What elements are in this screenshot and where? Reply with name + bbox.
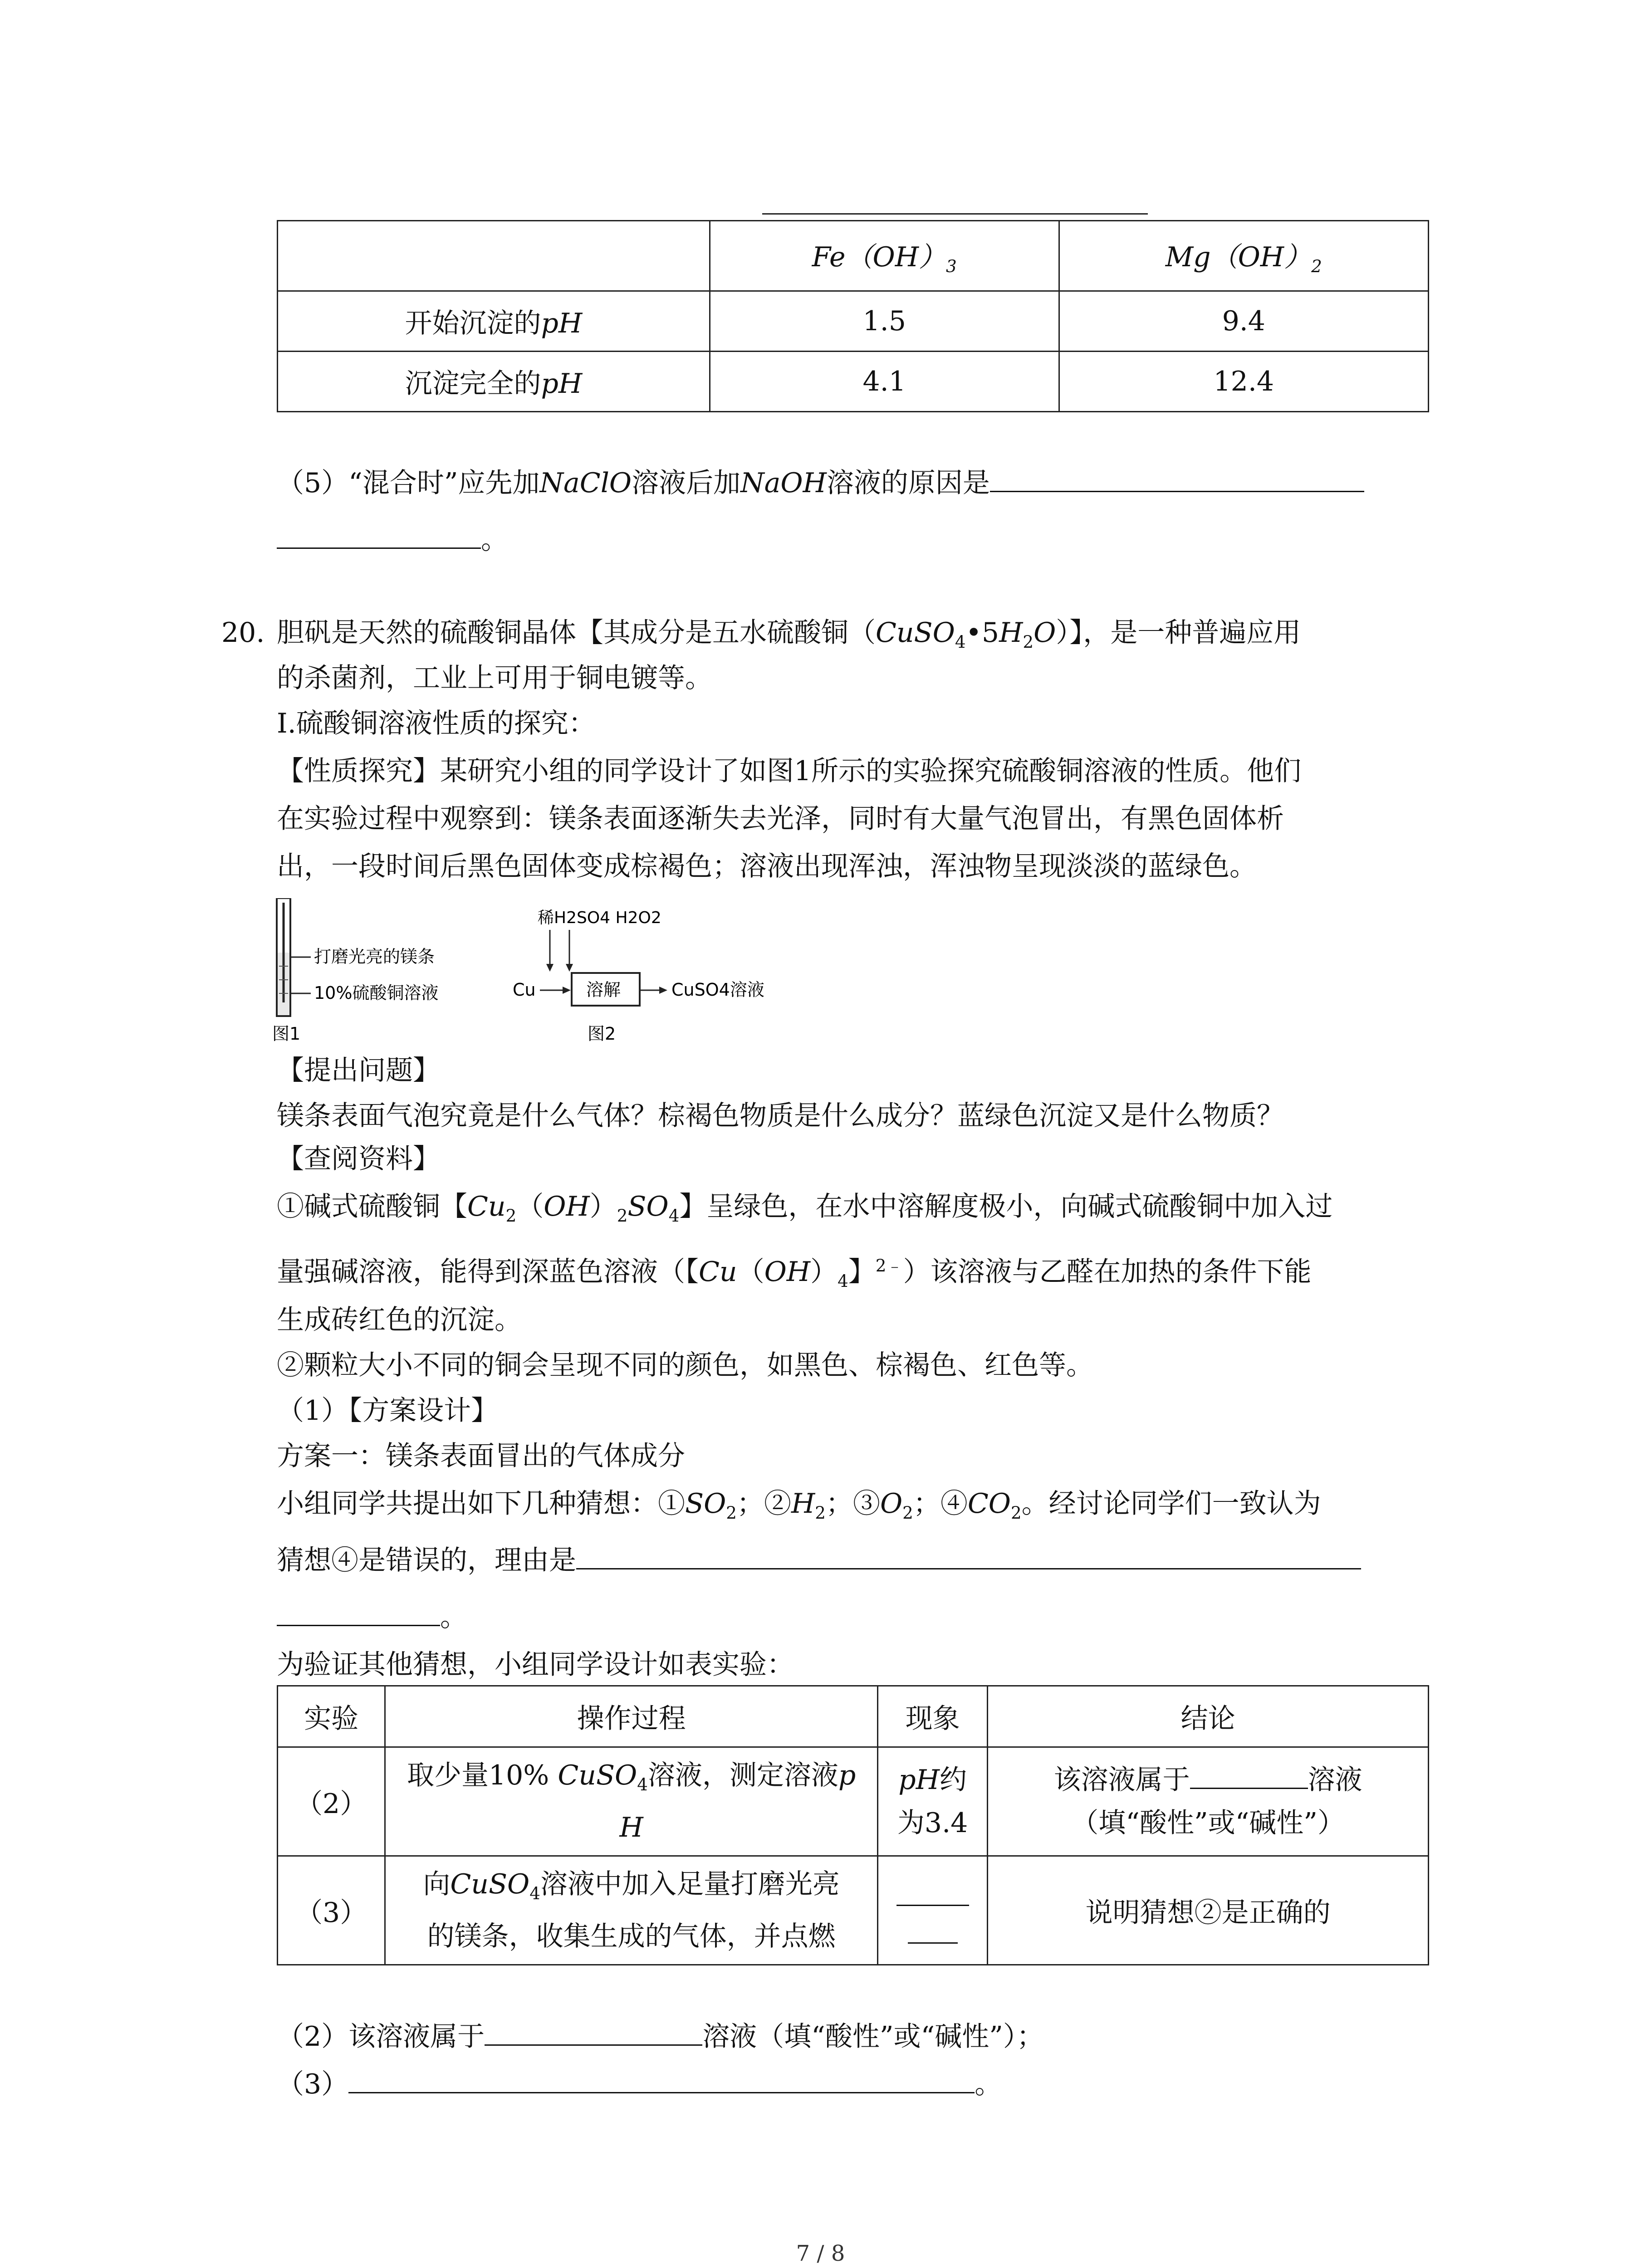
fig2-output: CuSO4溶液 (671, 980, 764, 1000)
table2-exp: （3） (278, 1856, 385, 1965)
verify-line: 为验证其他猜想，小组同学设计如表实验： (277, 1649, 794, 1681)
fig2-input: Cu (513, 980, 536, 1000)
table2-header: 现象 (877, 1686, 987, 1747)
precipitation-ph-table (277, 220, 1429, 412)
table2-op: 向CuSO$_4$溶液中加入足量打磨光亮 的镁条，收集生成的气体，并点燃 (385, 1856, 878, 1965)
table1-cell: 9.4 (1059, 291, 1428, 352)
q5-answer-blank-cont[interactable] (277, 520, 481, 549)
a2-answer-blank[interactable] (485, 2017, 702, 2046)
q20-intro-line2: 的杀菌剂，工业上可用于铜电镀等。 (277, 662, 712, 694)
ref2-line: ②颗粒大小不同的铜会呈现不同的颜色，如黑色、棕褐色、红色等。 (277, 1349, 1093, 1381)
a3-prefix: （3） (277, 2068, 349, 2100)
q20-number: 20. (221, 617, 265, 649)
q20-explore2: 在实验过程中观察到：镁条表面逐渐失去光泽，同时有大量气泡冒出，有黑色固体析 (277, 803, 1284, 835)
experiment-figures (272, 898, 817, 1048)
guess4-line (277, 1538, 1361, 1583)
fig1-label-cuso4: 10%硫酸铜溶液 (314, 983, 439, 1003)
question-text: 镁条表面气泡究竟是什么气体？棕褐色物质是什么成分？蓝绿色沉淀又是什么物质？ (277, 1100, 1284, 1132)
ref1-line2: 量强碱溶液，能得到深蓝色溶液（【$Cu(OH)_4$】$^{2﹣}$）该溶液与乙醛在加热的条件下能 (277, 1256, 1312, 1291)
fig2-caption: 图2 (588, 1024, 616, 1044)
table2-exp: （2） (278, 1747, 385, 1856)
table2-concl: 说明猜想②是正确的 (988, 1856, 1429, 1965)
guess4-answer-blank[interactable] (576, 1541, 1361, 1569)
table2-phen: pH约 为3.4 (877, 1747, 987, 1856)
fig2-reagents: 稀H2SO4 H2O2 (538, 909, 661, 927)
guess-end: 。 (440, 1601, 467, 1633)
q20-part1: Ⅰ.硫酸铜溶液性质的探究： (277, 708, 596, 739)
header-rule (762, 213, 1148, 215)
fig1-caption: 图1 (272, 1024, 301, 1044)
table2-phen-blank[interactable] (877, 1856, 987, 1965)
page-number: 7 / 8 (796, 2241, 845, 2266)
q20-explore1: 【性质探究】某研究小组的同学设计了如图1所示的实验探究硫酸铜溶液的性质。他们 (277, 755, 1302, 787)
table1-row-label: 沉淀完全的pH (278, 352, 710, 412)
design-title: （1）【方案设计】 (277, 1395, 499, 1427)
a3-suffix: 。 (975, 2068, 1002, 2100)
q20-intro-line1: 胆矾是天然的硫酸铜晶体【其成分是五水硫酸铜$(CuSO_4•5H_2O)$】，是一种普遍应用 (277, 617, 1301, 652)
ref-title: 【查阅资料】 (277, 1143, 440, 1175)
guess4-answer-blank-cont[interactable] (277, 1598, 440, 1626)
guess-line: 小组同学共提出如下几种猜想：$①SO_2$；$②H_2$；$③O_2$；$④CO_2$。经讨论同学们一致认为 (277, 1488, 1321, 1523)
q20-explore3: 出，一段时间后黑色固体变成棕褐色；溶液出现浑浊，浑浊物呈现淡淡的蓝绿色。 (277, 850, 1257, 882)
q5-line: （5）“混合时”应先加NaClO溶液后加NaOH溶液的原因是 (277, 460, 1364, 506)
table1-cell: 1.5 (710, 291, 1059, 352)
a3-answer-blank[interactable] (348, 2065, 975, 2093)
a2-prefix: （2）该溶液属于 (277, 2021, 485, 2053)
table2-header: 操作过程 (385, 1686, 878, 1747)
fig1-label-mg: 打磨光亮的镁条 (314, 947, 435, 967)
q5-answer-blank[interactable] (990, 464, 1364, 492)
table1-row-label: 开始沉淀的pH (278, 291, 710, 352)
fig1-test-tube (277, 898, 311, 1016)
a2-line (277, 2014, 1044, 2059)
a2-suffix: 溶液（填“酸性”或“碱性”）； (702, 2021, 1044, 2053)
table1-header-fe: $Fe(OH)_3$ (710, 221, 1059, 291)
table2-concl-blank[interactable] (1190, 1760, 1308, 1789)
table2-header: 实验 (278, 1686, 385, 1747)
table1-header-empty (278, 221, 710, 291)
table1-cell: 12.4 (1059, 352, 1428, 412)
experiment-table (277, 1685, 1429, 1965)
a3-line (277, 2062, 1002, 2107)
table2-op: 取少量10% CuSO$_4$溶液，测定溶液p H (385, 1747, 878, 1856)
guess4-line2 (277, 1594, 467, 1640)
table2-concl: 该溶液属于 溶液 （填“酸性”或“碱性”） (988, 1747, 1429, 1856)
question-title: 【提出问题】 (277, 1055, 440, 1086)
plan1: 方案一：镁条表面冒出的气体成分 (277, 1440, 685, 1472)
guess4-text: 猜想④是错误的，理由是 (277, 1545, 576, 1576)
table1-cell: 4.1 (710, 352, 1059, 412)
ref1-line3: 生成砖红色的沉淀。 (277, 1304, 522, 1336)
ref1-line1: ①碱式硫酸铜【$Cu_2(OH)_2SO_4$】呈绿色，在水中溶解度极小，向碱式硫酸铜中加入过 (277, 1191, 1333, 1226)
fig2-box: 溶解 (586, 980, 621, 1000)
q5-end: 。 (481, 524, 508, 556)
table2-header: 结论 (988, 1686, 1429, 1747)
table1-header-mg: $Mg(OH)_2$ (1059, 221, 1428, 291)
q5-line2 (277, 517, 508, 562)
